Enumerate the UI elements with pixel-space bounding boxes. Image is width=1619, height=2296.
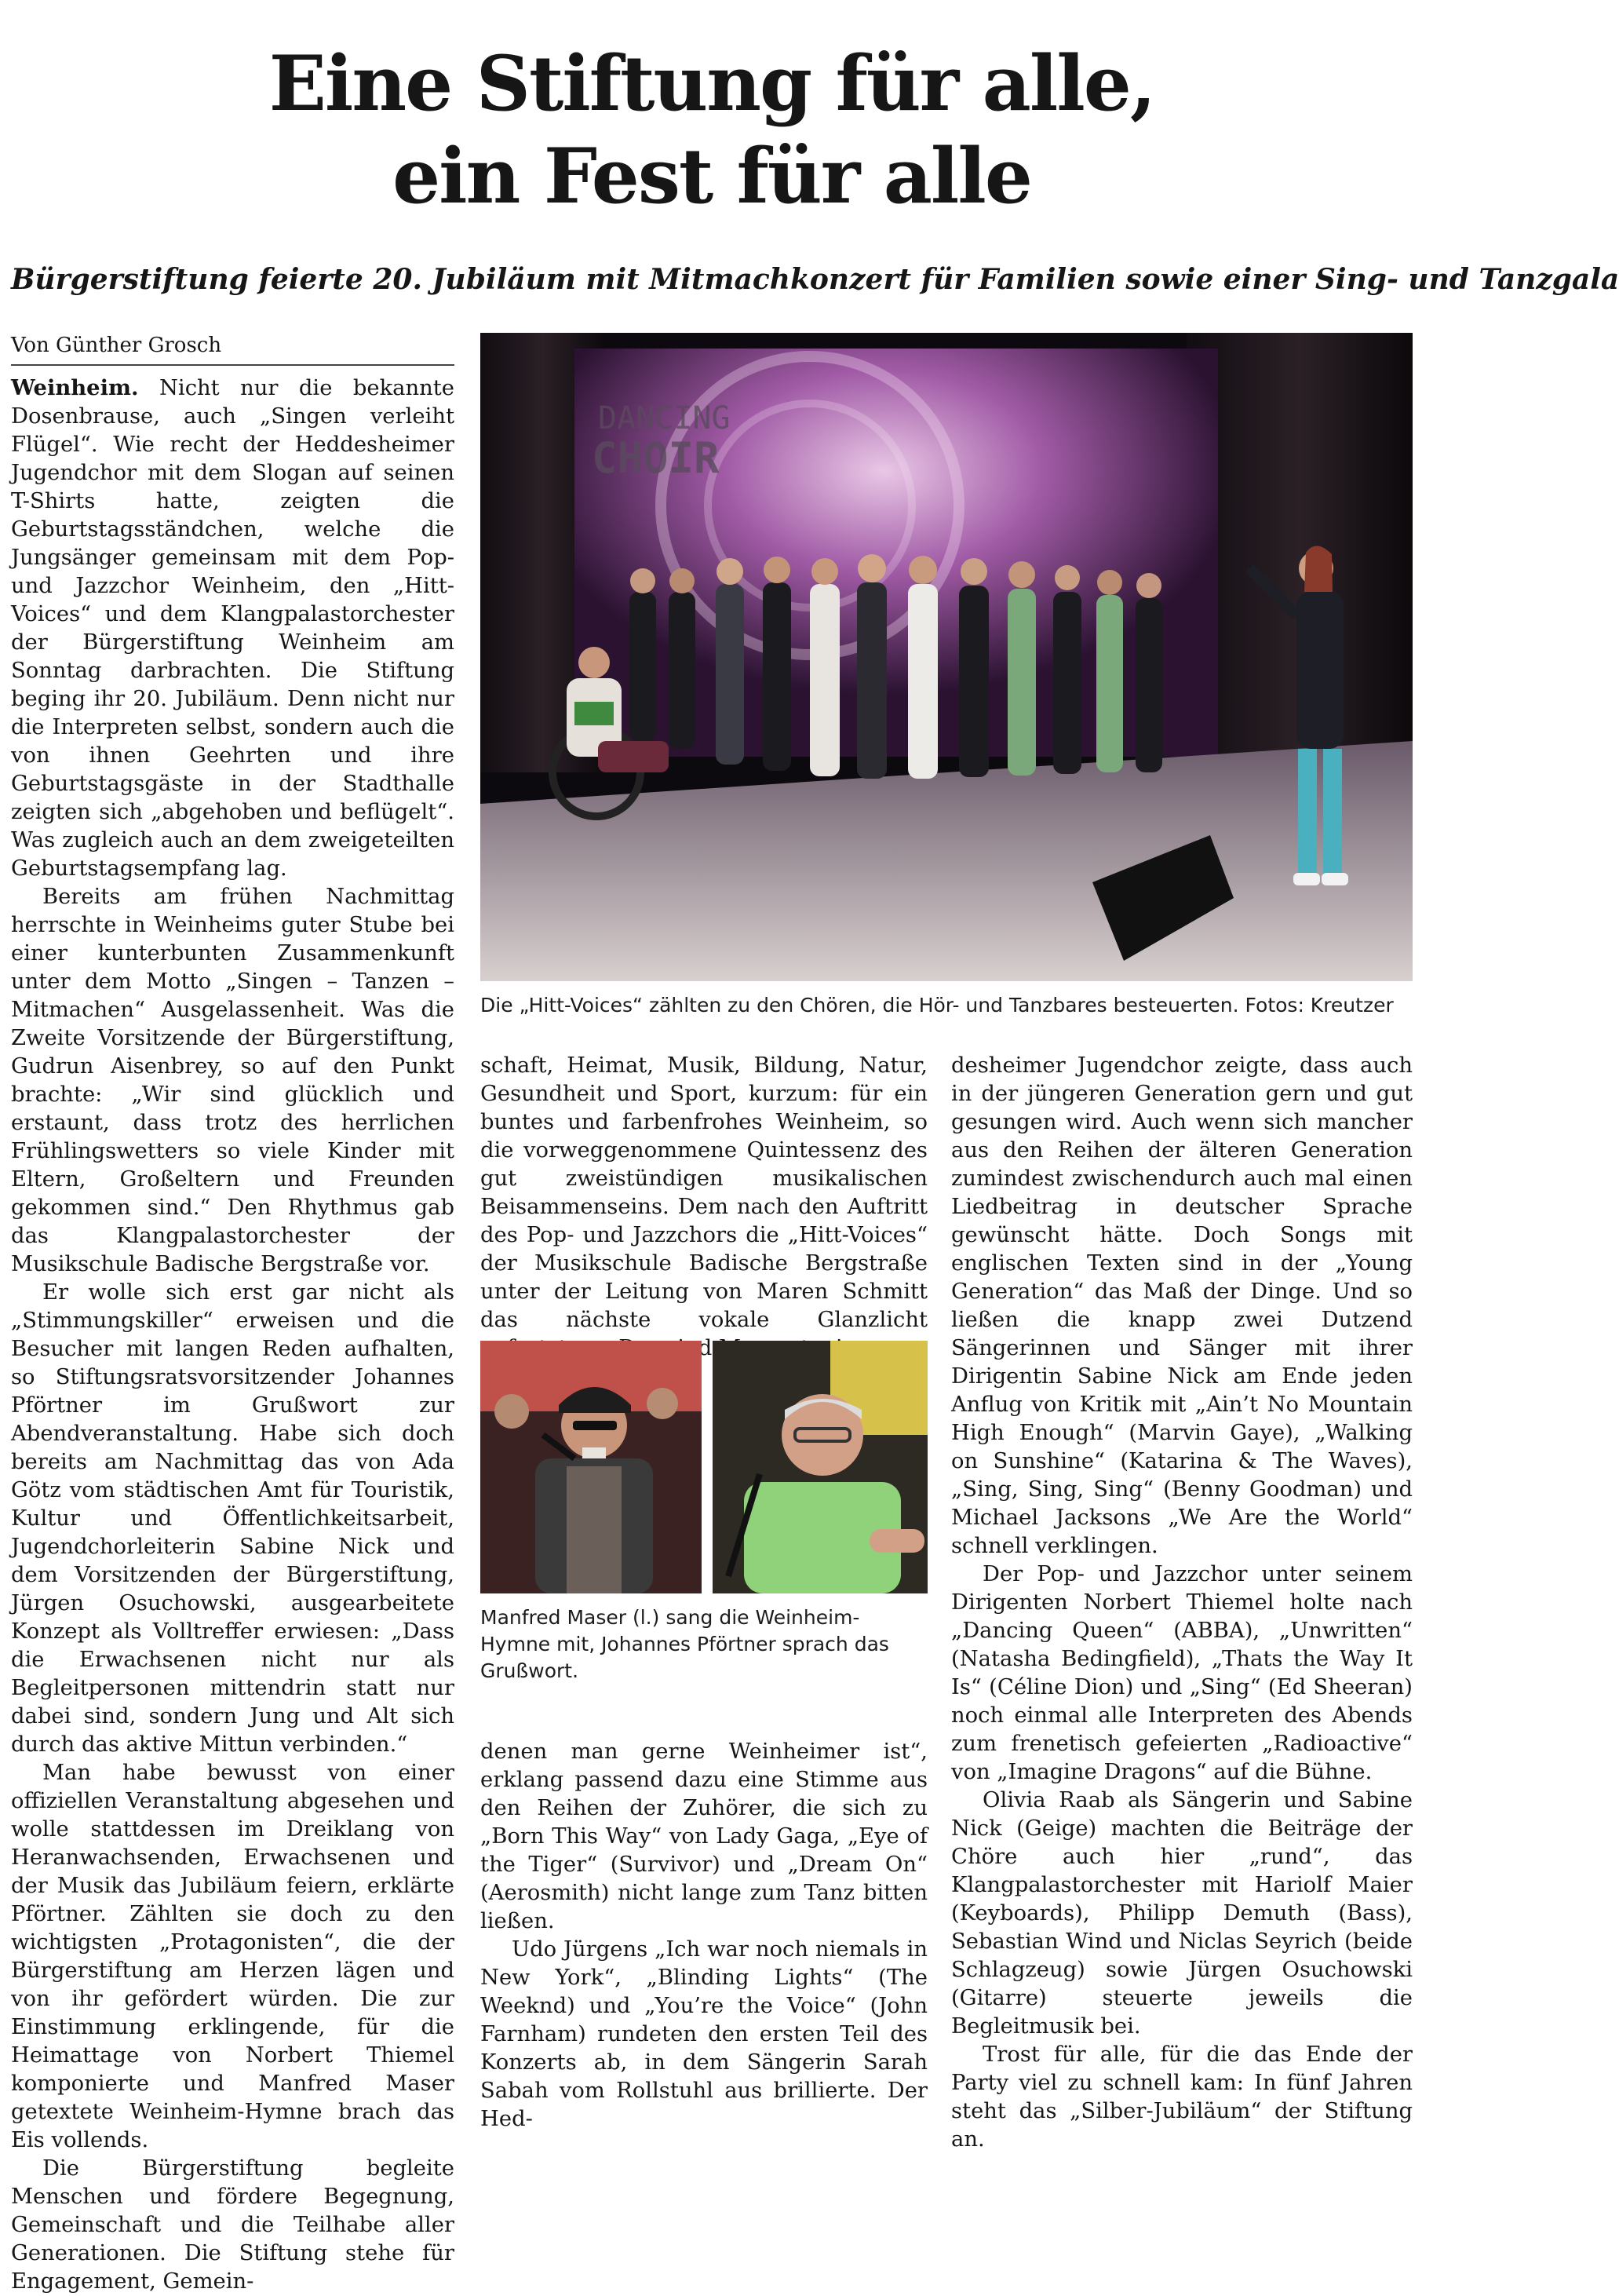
paragraph: Olivia Raab als Sängerin und Sabine Nick (Geige) machten die Beiträge der Chöre auch hier „rund“, das Klangpalastorchester mit Hariolf Maier (Keyboards), Philipp Demuth (Bass), Sebastian Wind und Niclas Seyrich (beide Schlagzeug) sowie Jürgen Osuchowski (Gitarre) steuerte jeweils die Begleitmusik bei. — [951, 1788, 1413, 2039]
paragraph: Bereits am frühen Nachmittag herrschte in Weinheims guter Stube bei einer kunterbunten Zusammenkunft unter dem Motto „Singen – Tanzen – Mitmachen“ Ausgelassenheit. Was die Zweite Vorsitzende der Bürgerstiftung, Gudrun Aisenbrey, so auf den Punkt brachte: „Wir sind glücklich und erstaunt, dass trotz des herrlichen Frühlingswetters so viele Kinder mit Eltern, Großeltern und Freunden gekommen sind.“ Den Rhythmus gab das Klangpalastorchester der Musikschule Badische Bergstraße vor. — [11, 885, 454, 1276]
article-column-1 — [11, 374, 454, 2296]
headline-line-2: ein Fest für alle — [392, 132, 1031, 221]
manfred-maser-photo — [480, 1341, 702, 1593]
paragraph — [11, 374, 454, 883]
screen-text-choir: CHOIR — [592, 433, 720, 483]
paragraph: denen man gerne Weinheimer ist“, erklang passend dazu eine Stimme aus den Reihen der Zuhörer, die sich zu „Born This Way“ von Lady Gaga, „Eye of the Tiger“ (Survivor) und „Dream On“ (Aerosmith) nicht lange zum Tanz bitten ließen. — [480, 1739, 928, 1933]
byline: Von Günther Grosch — [11, 331, 454, 366]
photo-credit: Fotos: Kreutzer — [1245, 994, 1394, 1017]
choir-stage-illustration — [480, 333, 1413, 981]
paragraph: Man habe bewusst von einer offiziellen Veranstaltung abgesehen und wolle stattdessen im Dreiklang von Heranwachsenden, Erwachsenen und der Musik das Jubiläum feiern, erklärte Pförtner. Zählten sie doch zu den wichtigsten „Protagonisten“, die der Bürgerstiftung am Herzen lägen und von ihr gefördert würden. Die zur Einstimmung erklingende, für die Heimattage von Norbert Thiemel komponierte und Manfred Maser getextete Weinheim-Hymne brach das Eis vollends. — [11, 1761, 454, 2152]
paragraph: schaft, Heimat, Musik, Bildung, Natur, Gesundheit und Sport, kurzum: für ein buntes und farbenfrohes Weinheim, so die vorweggenommene Quintessenz des gut zweistündigen musikalischen Beisammenseins. Dem nach den Auftritt des Pop- und Jazzchors die „Hitt-Voices“ der Musikschule Badische Bergstraße unter der Leitung von Maren Schmitt das nächste vokale Glanzlicht — [480, 1053, 928, 1332]
johannes-pfoertner-photo — [713, 1341, 928, 1593]
paragraph-text: Nicht nur die bekannte Dosenbrause, auch „Singen verleiht Flügel“. Wie recht der Heddesheimer Jugendchor mit dem Slogan auf seinen T-Shirts hatte, zeigten die Geburtstagsständchen, welche die Jungsänger gemeinsam mit dem Pop- und Jazzchor Weinheim, den „Hitt-Voices“ und dem Klangpalastorchester der Bürgerstiftung Weinheim am Sonntag darbrachten. Die Stiftung beging ihr 20. Jubiläum. Denn nicht nur die Interpreten selbst, sondern auch die von ihnen Geehrten und ihre Geburtstagsgäste in der Stadthalle zeigten sich „abgehoben und beflügelt“. Was zugleich auch an dem zweigeteilten Geburtstagsempfang lag. — [11, 376, 454, 881]
paragraph: Die Bürgerstiftung begleite Menschen und fördere Begegnung, Gemeinschaft und die Teilhabe aller Generationen. Die Stiftung stehe für Engagement, Gemein- — [11, 2156, 454, 2294]
article-column-3 — [951, 1052, 1413, 2154]
small-photos-caption: Manfred Maser (l.) sang die Weinheim-Hymne mit, Johannes Pförtner sprach das Grußwort. — [480, 1606, 889, 1682]
paragraph: Trost für alle, für die das Ende der Party viel zu schnell kam: In fünf Jahren steht das „Silber-Jubiläum“ der Stiftung an. — [951, 2042, 1413, 2152]
caption-text: Die „Hitt-Voices“ zählten zu den Chören, die Hör- und Tanzbares besteuerten. — [480, 994, 1239, 1017]
paragraph: Udo Jürgens „Ich war noch niemals in New York“, „Blinding Lights“ (The Weeknd) und „You’re the Voice“ (John Farnham) rundeten den ersten Teil des Konzerts ab, in dem Sängerin Sarah Sabah vom Rollstuhl aus brillierte. Der Hed- — [480, 1937, 928, 2131]
choir-stage-photo — [480, 333, 1413, 981]
headline-line-1: Eine Stiftung für alle, — [268, 39, 1155, 128]
dateline: Weinheim. — [11, 375, 139, 400]
screen-text-dancing: DANCING — [598, 400, 731, 436]
headline — [0, 38, 1424, 223]
paragraph: Er wolle sich erst gar nicht als „Stimmungskiller“ erweisen und die Besucher mit langen Reden aufhalten, so Stiftungsratsvorsitzender Johannes Pförtner im Grußwort zur Abendveranstaltung. Habe sich doch bereits am Nachmittag das von Ada Götz vom städtischen Amt für Touristik, Kultur und Öffentlichkeitsarbeit, Jugendchorleiterin Sabine Nick und dem Vorsitzenden der Bürgerstiftung, Jürgen Osuchowski, ausgearbeitete Konzept als Volltreffer erwiesen: „Dass die Erwachsenen nicht nur als Begleitpersonen mittendrin statt nur dabei sind, sondern Jung und Alt sich durch das aktive Mittun verbinden.“ — [11, 1280, 454, 1757]
paragraph: Der Pop- und Jazzchor unter seinem Dirigenten Norbert Thiemel holte nach „Dancing Queen“ (ABBA), „Unwritten“ (Natasha Bedingfield), „Thats the Way It Is“ (Céline Dion) und „Sing“ (Ed Sheeran) noch einmal alle Interpreten des Abends zum frenetisch gefeierten „Radioactive“ von „Imagine Dragons“ auf die Bühne. — [951, 1562, 1413, 1784]
main-photo-caption — [480, 992, 1413, 1019]
maser-illustration — [480, 1341, 702, 1593]
article-column-2-bottom — [480, 1738, 928, 2134]
paragraph: desheimer Jugendchor zeigte, dass auch in der jüngeren Generation gern und gut gesungen wird. Auch wenn sich mancher aus den Reihen der älteren Generation zumindest zwischendurch auch mal einen Liedbeitrag in deutscher Sprache gewünscht hätte. Doch Songs mit englischen Texten sind in der „Young Generation“ das Maß der Dinge. Und so ließen die knapp zwei Dutzend Sängerinnen und Sänger mit ihrer Dirigentin Sabine Nick am Ende jeden Anflug von Kritik mit „Ain’t No Mountain High Enough“ (Marvin Gaye), „Walking on Sunshine“ (Katarina & The Waves), „Sing, Sing, Sing“ (Benny Goodman) und Michael Jacksons „We Are the World“ schnell verklingen. — [951, 1053, 1413, 1558]
pfoertner-illustration — [713, 1341, 928, 1593]
subheadline: Bürgerstiftung feierte 20. Jubiläum mit Mitmachkonzert für Familien sowie einer Sing- und Tanzgala — [11, 263, 1619, 296]
article-column-2-top — [480, 1052, 928, 1363]
